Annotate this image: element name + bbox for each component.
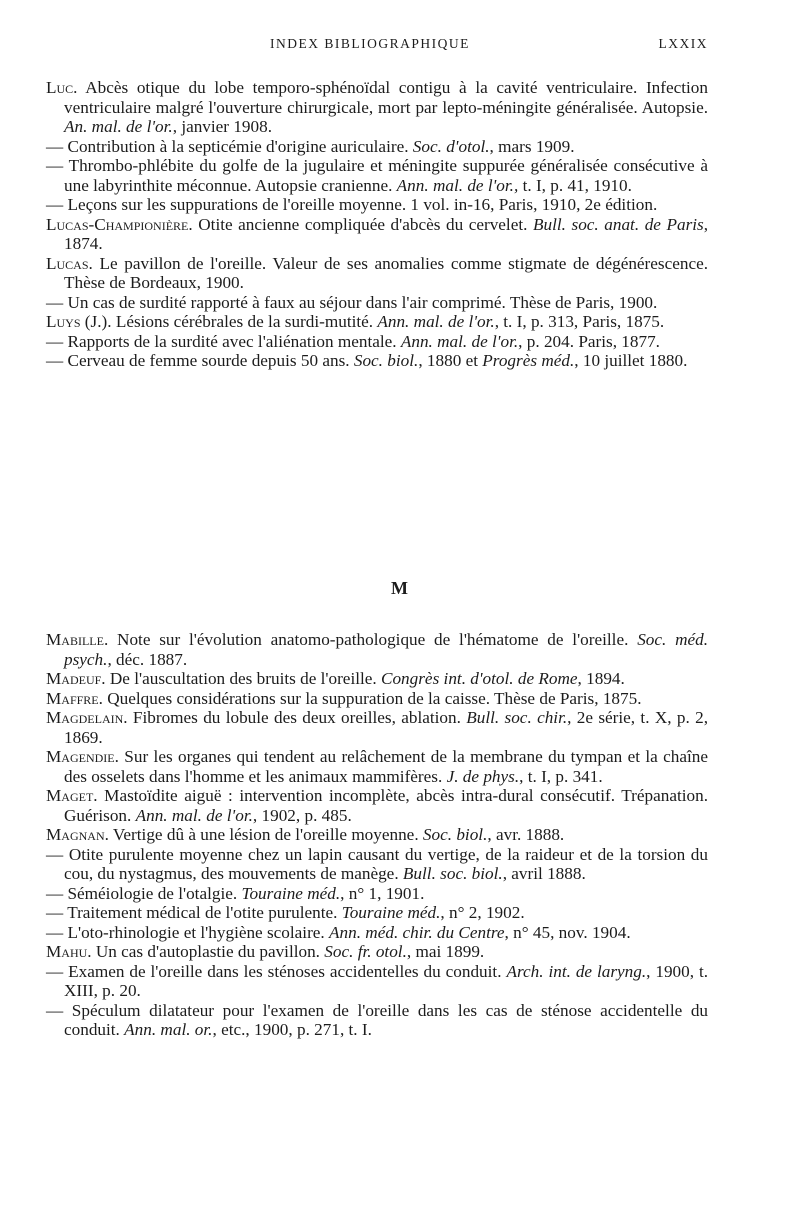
entry-citation: , etc., 1900, p. 271, t. I. [212,1020,372,1039]
bibliography-entry [46,923,708,943]
entry-author: — [46,156,64,175]
header-title: INDEX BIBLIOGRAPHIQUE [270,36,470,51]
entry-text: Abcès otique du lobe temporo-sphénoïdal contigu à la cavité ventriculaire. Infection ventriculaire malgré l'ouverture chirurgicale, mort par lepto-méningite généralisée. Autopsie. [64,78,708,117]
entries-l [46,78,708,371]
entry-citation: , n° 2, 1902. [440,903,525,922]
entry-journal: Soc. méd. psych. [64,630,709,669]
entry-text: Vertige dû à une lésion de l'oreille moyenne. [112,825,419,844]
bibliography-entry [46,312,708,332]
entry-author: — [46,922,64,942]
entry-author: — [46,961,64,981]
entry-journal: Arch. int. de laryng. [506,961,647,981]
entry-journal: Soc. fr. otol. [324,942,407,961]
bibliography-entry [46,254,708,293]
bibliography-entry [46,156,708,195]
entry-text: Spéculum dilatateur pour l'examen de l'oreille dans les cas de sténose accidentelle du conduit. [64,1000,709,1039]
entry-text: Un cas de surdité rapporté à faux au séjour dans l'air comprimé. Thèse de Paris, 1900. [67,292,658,312]
entry-citation: , n° 1, 1901. [340,883,425,903]
entry-text: Sur les organes qui tendent au relâchement de la membrane du tympan et la chaîne des osselets dans l'homme et les animaux mammifères. [64,747,709,786]
bibliography-entry [46,669,708,689]
entry-author: — [46,903,64,922]
entry-journal: Ann. mal. de l'or. [135,805,253,825]
entry-journal: An. mal. de l'or. [64,117,173,136]
entry-author: — [46,292,64,312]
bibliography-entry [46,293,708,313]
entry-journal: Progrès méd. [482,351,575,370]
entry-author: Luys (J.). [46,312,112,331]
entry-text: Fibromes du lobule des deux oreilles, ablation. [132,708,461,727]
entry-author: — [46,883,64,903]
bibliography-entry [46,1001,708,1040]
entry-author: Mabille. [46,630,109,649]
entry-journal: Bull. soc. anat. de Paris [533,214,704,234]
entry-journal: Ann. mal. de l'or., [396,175,519,195]
bibliography-entry [46,195,708,215]
entry-author: — [46,351,64,370]
entry-author: Maget. [46,786,98,805]
entry-author: Luc. [46,78,78,97]
entry-citation: , mai 1899. [406,942,485,961]
bibliography-entry [46,962,708,1001]
entry-text: Note sur l'évolution anatomo-pathologique de l'hématome de l'oreille. [117,630,629,649]
bibliography-entry [46,351,708,371]
entry-citation: , n° 45, nov. 1904. [504,922,631,942]
bibliography-entry [46,884,708,904]
entry-citation: , t. I, p. 313, Paris, 1875. [494,312,665,331]
entry-citation: , avril 1888. [502,864,586,883]
bibliography-entry [46,137,708,157]
bibliography-entry [46,332,708,352]
entry-text: Un cas d'autoplastie du pavillon. [95,942,320,961]
entry-text: Séméiologie de l'otalgie. [67,883,238,903]
entry-journal: Soc. biol. [353,351,419,370]
bibliography-entry [46,630,708,669]
entry-citation: , mars 1909. [489,136,575,156]
entry-text: Thrombo-phlébite du golfe de la jugulaire et méningite suppurée généralisée consécutive à une labyrinthite méconnue. Autopsie cranienne. [64,156,708,195]
entry-citation: , 1894. [577,669,625,688]
entry-citation: , p. 204. Paris, 1877. [518,331,660,351]
entry-text: Leçons sur les suppurations de l'oreille moyenne. 1 vol. in-16, Paris, 1910, 2e édition. [67,195,658,214]
entry-journal: Ann. méd. chir. du Centre [329,922,505,942]
bibliography-entry [46,78,708,137]
entry-author: Magendie. [46,747,119,766]
entry-journal: Bull. soc. chir. [466,708,568,727]
entry-citation: t. I, p. 41, 1910. [518,175,632,195]
entry-author: Mahu. [46,942,92,961]
bibliography-entry [46,942,708,962]
entry-citation: , déc. 1887. [107,649,188,669]
entry-journal: J. de phys. [446,766,520,786]
bibliography-entry [46,708,708,747]
entry-journal: Touraine méd. [241,883,341,903]
bibliography-entry [46,747,708,786]
entry-text: Otite ancienne compliquée d'abcès du cervelet. [198,214,528,234]
entry-text: Otite purulente moyenne chez un lapin causant du vertige, de la raideur et de la torsion du cou, du nystagmus, des mouvements de manège. [64,844,708,883]
entry-author: Maffre. [46,688,103,708]
entry-journal: Touraine méd. [341,903,441,922]
entry-citation: , 1900, t. XIII, p. 20. [64,961,709,1000]
entry-author: — [46,331,64,351]
entry-journal: Congrès int. d'otol. de Rome [381,669,578,688]
bibliography-entry [46,825,708,845]
entry-text: Cerveau de femme sourde depuis 50 ans. [67,351,350,370]
entry-text: Rapports de la surdité avec l'aliénation mentale. [67,331,397,351]
entry-citation: , 1874. [64,214,709,253]
page-number: LXXIX [658,36,708,51]
entry-text: Traitement médical de l'otite purulente. [67,903,338,922]
entry-text: Examen de l'oreille dans les sténoses accidentelles du conduit. [68,961,502,981]
entry-citation: , 1880 et [418,351,478,370]
entry-citation: , 10 juillet 1880. [574,351,688,370]
entry-journal: Ann. mal. de l'or. [377,312,495,331]
entry-author: — [46,136,64,156]
entry-author: Lucas. [46,253,93,273]
entry-text: De l'auscultation des bruits de l'oreille. [109,669,377,688]
bibliography-entry [46,689,708,709]
entry-text: L'oto-rhinologie et l'hygiène scolaire. [67,922,325,942]
bibliography-entry [46,903,708,923]
running-header [62,36,708,56]
entry-text: Le pavillon de l'oreille. Valeur de ses anomalies comme stigmate de dégénérescence. Thèse de Bordeaux, 1900. [64,253,708,292]
bibliography-entry [46,215,708,254]
entry-journal: Bull. soc. biol. [402,864,503,883]
entry-author: Madeuf. [46,669,106,688]
entry-author: — [46,1000,64,1020]
entry-author: — [46,844,64,864]
entry-text: Contribution à la septicémie d'origine auriculaire. [67,136,409,156]
entry-citation: , avr. 1888. [487,825,565,844]
entry-citation: , t. I, p. 341. [519,766,603,786]
entry-author: Magnan. [46,825,109,844]
entry-text: Quelques considérations sur la suppuration de la caisse. Thèse de Paris, 1875. [107,688,642,708]
entry-text: Lésions cérébrales de la surdi-mutité. [115,312,374,331]
entry-journal: Ann. mal. or. [124,1020,213,1039]
section-letter: M [391,578,409,598]
entry-citation: , 1902, p. 485. [252,805,352,825]
entry-journal: Soc. d'otol. [412,136,490,156]
bibliography-entry [46,786,708,825]
entry-journal: Ann. mal. de l'or. [400,331,519,351]
entry-author: — [46,195,64,214]
entry-citation: , janvier 1908. [172,117,273,136]
entry-author: Magdelain. [46,708,128,727]
entry-text: Mastoïdite aiguë : intervention incomplète, abcès intra-dural consécutif. Trépanation. Guérison. [64,786,708,825]
entries-m [46,630,708,1040]
entry-author: Lucas-Championière. [46,214,193,234]
bibliography-entry [46,845,708,884]
entry-journal: Soc. biol. [422,825,488,844]
entry-citation: , 2e série, t. X, p. 2, 1869. [64,708,709,747]
